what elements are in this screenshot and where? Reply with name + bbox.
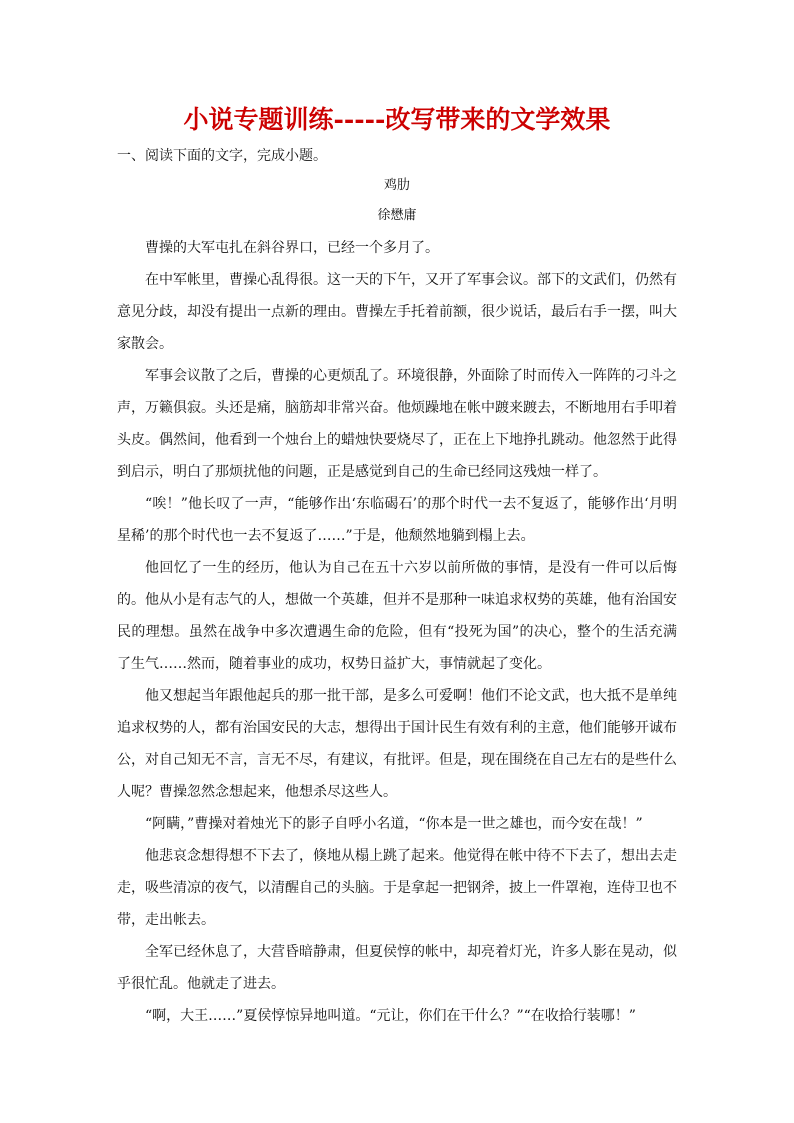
story-body: [117, 232, 677, 1032]
story-title: 鸡肋: [383, 178, 410, 193]
paragraph: 军事会议散了之后，曹操的心更烦乱了。环境很静，外面除了时而传入一阵阵的刁斗之声，万籁俱寂。头还是痛，脑筋却非常兴奋。他烦躁地在帐中踱来踱去，不断地用右手叩着头皮。偶然间，他看到一个烛台上的蜡烛快要烧尽了，正在上下地挣扎跳动。他忽然于此得到启示，明白了那烦扰他的问题，正是感觉到自己的生命已经同这残烛一样了。: [117, 368, 677, 480]
paragraph: “唉！”他长叹了一声，“能够作出‘东临碣石’的那个时代一去不复返了，能够作出‘月明星稀’的那个时代也一去不复返了……”于是，他颓然地躺到榻上去。: [117, 496, 677, 544]
section-heading: 一、阅读下面的文字，完成小题。: [117, 148, 327, 164]
paragraph: 他回忆了一生的经历，他认为自己在五十六岁以前所做的事情，是没有一件可以后悔的。他从小是有志气的人，想做一个英雄，但并不是那种一味追求权势的英雄，他有治国安民的理想。虽然在战争中多次遭遇生命的危险，但有“投死为国”的决心，整个的生活充满了生气……然而，随着事业的成功，权势日益扩大，事情就起了变化。: [117, 560, 677, 672]
paragraph: 他又想起当年跟他起兵的那一批干部，是多么可爱啊！他们不论文武，也大抵不是单纯追求权势的人，都有治国安民的大志，想得出于国计民生有效有利的主意，他们能够开诚布公，对自己知无不言，言无不尽，有建议，有批评。但是，现在围绕在自己左右的是些什么人呢？曹操忽然念想起来，他想杀尽这些人。: [117, 688, 677, 800]
paragraph: 他悲哀念想得想不下去了，倏地从榻上跳了起来。他觉得在帐中待不下去了，想出去走走，吸些清凉的夜气，以清醒自己的头脑。于是拿起一把钢斧，披上一件罩袍，连侍卫也不带，走出帐去。: [117, 848, 677, 928]
story-author: 徐懋庸: [377, 208, 417, 223]
paragraph: “啊，大王……”夏侯惇惊异地叫道。“元让，你们在干什么？”“在收拾行装哪！”: [145, 1008, 636, 1024]
paragraph: 曹操的大军屯扎在斜谷界口，已经一个多月了。: [145, 240, 439, 256]
paragraph: “阿瞒，”曹操对着烛光下的影子自呼小名道，“你本是一世之雄也，而今安在哉！”: [145, 816, 643, 832]
paragraph: 在中军帐里，曹操心乱得很。这一天的下午，又开了军事会议。部下的文武们，仍然有意见分歧，却没有提出一点新的理由。曹操左手托着前额，很少说话，最后右手一摆，叫大家散会。: [117, 272, 677, 352]
paragraph: 全军已经休息了，大营昏暗静肃，但夏侯惇的帐中，却亮着灯光，许多人影在晃动，似乎很忙乱。他就走了进去。: [117, 944, 677, 992]
document-title: 小说专题训练-----改写带来的文学效果: [183, 105, 611, 134]
